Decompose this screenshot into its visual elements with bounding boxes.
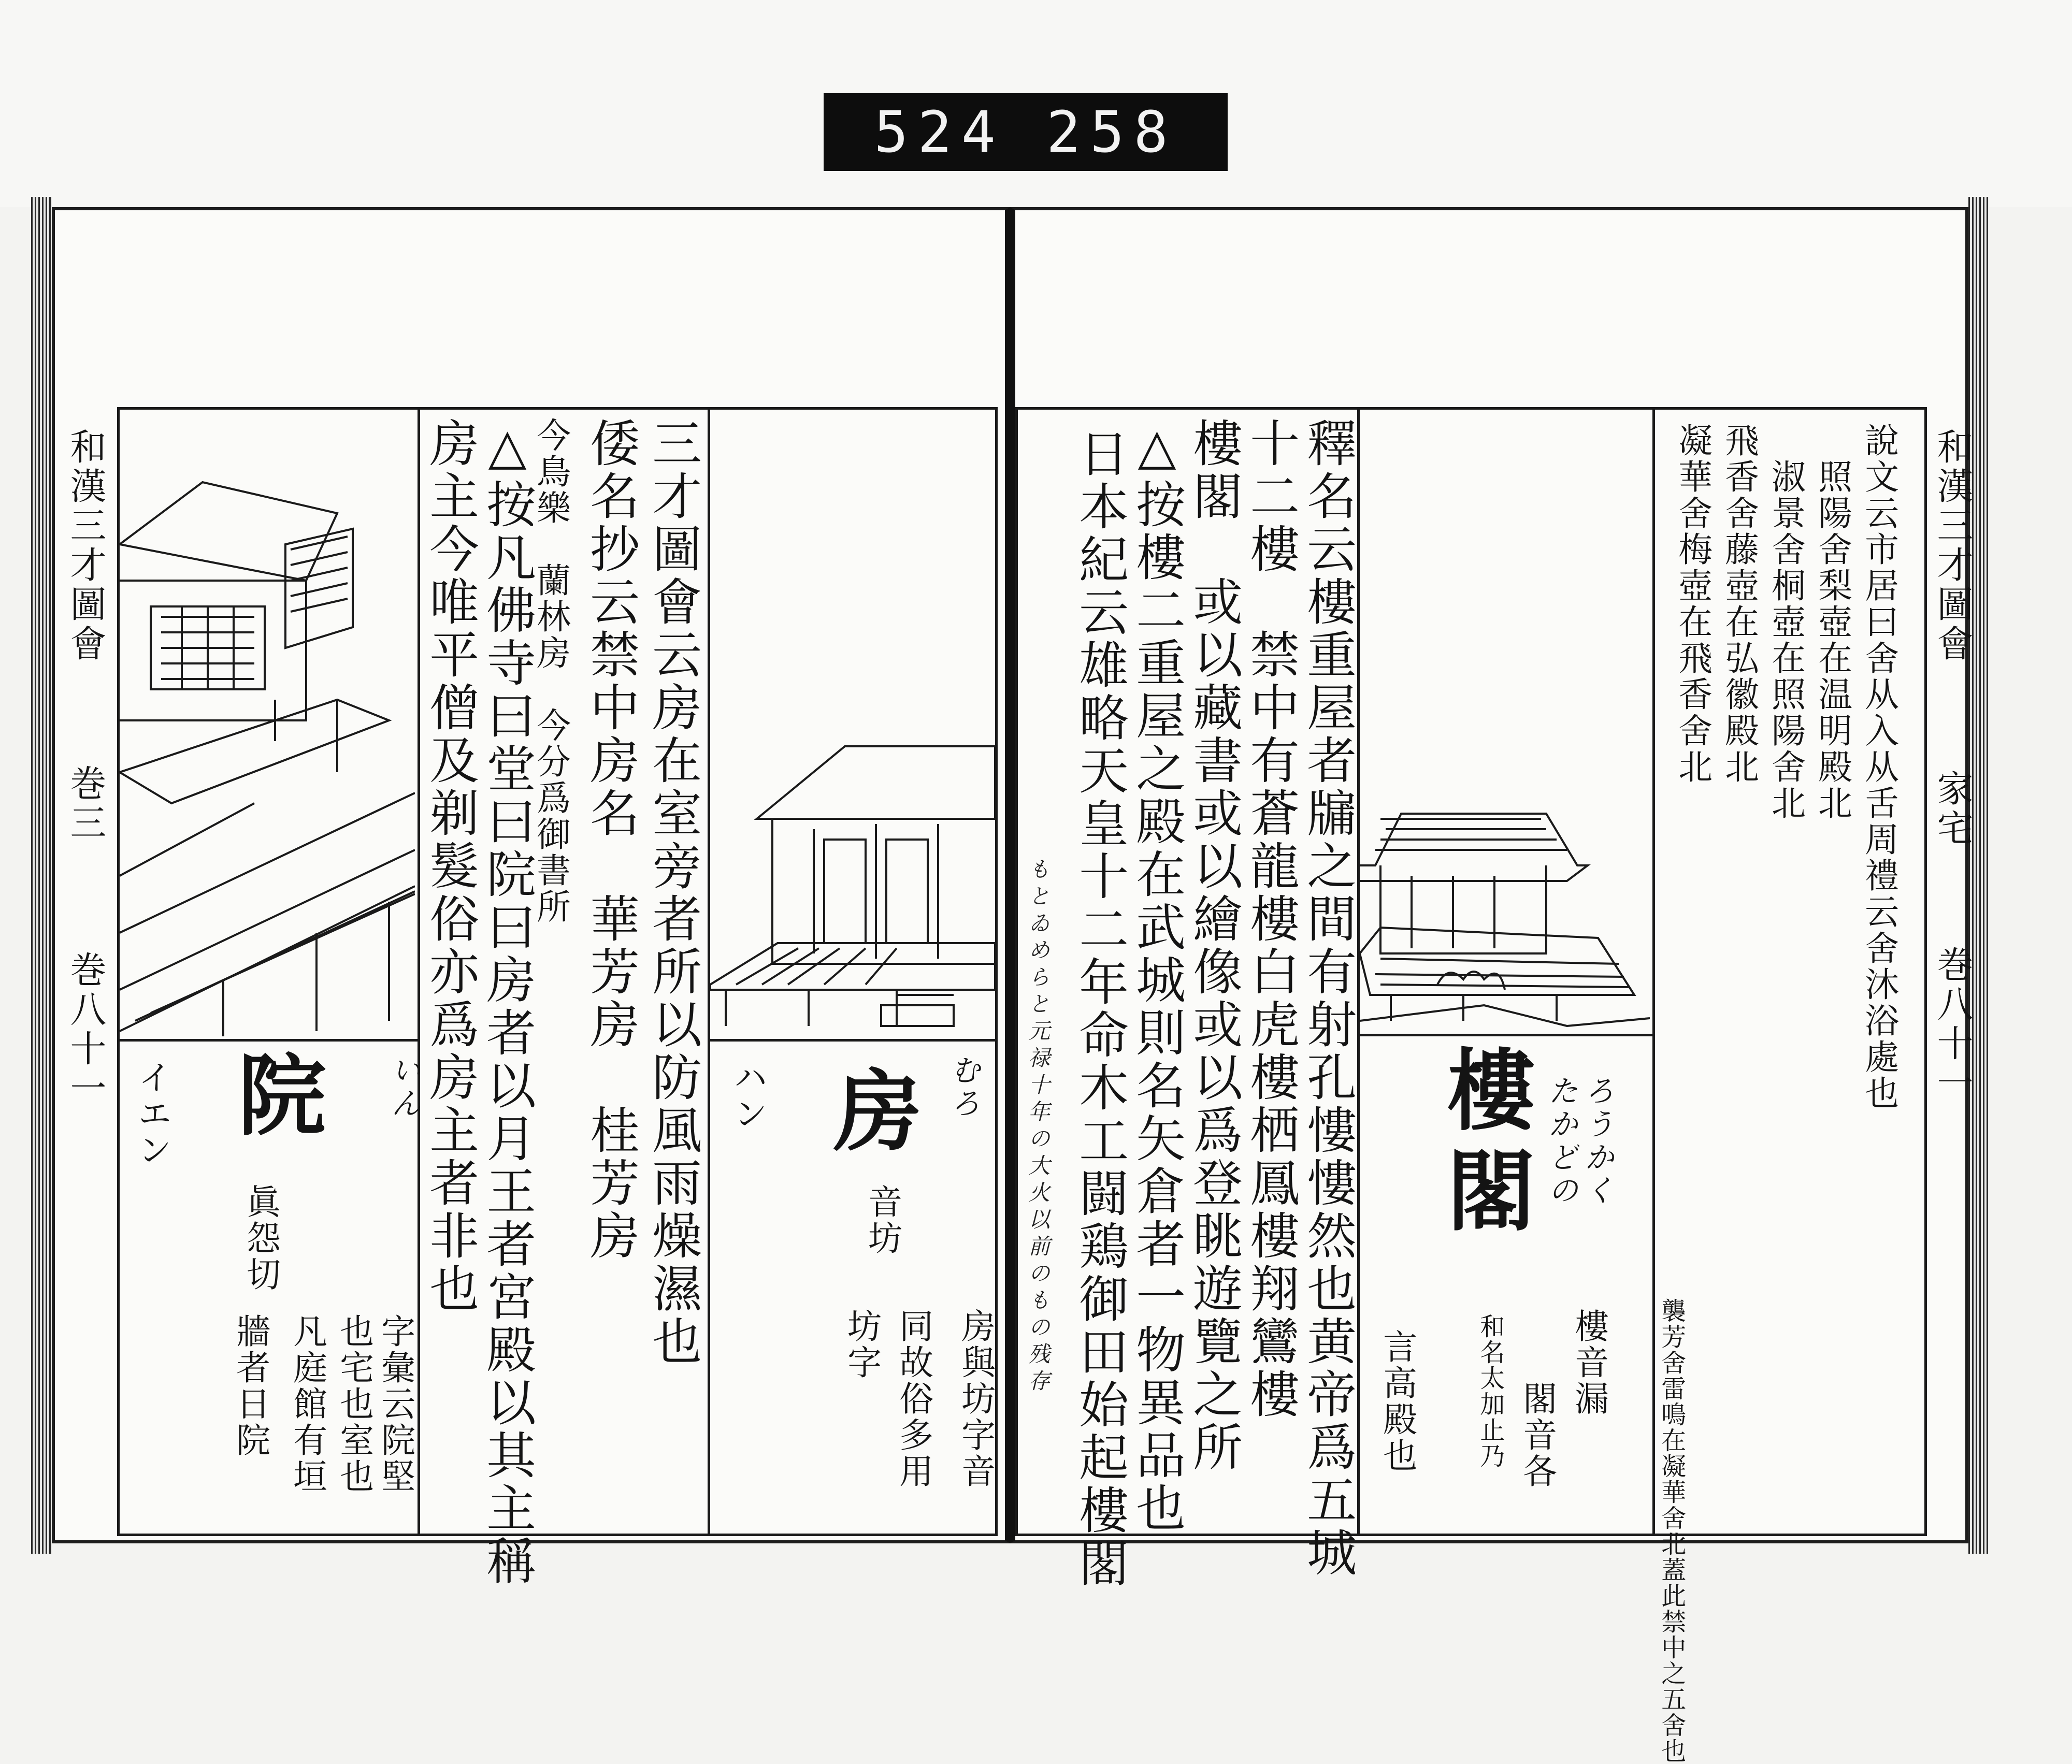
in-note-3: 凡庭館有垣: [287, 1313, 327, 1495]
pavilion-illustration: [1360, 410, 1650, 1031]
fang-kana: むろ: [945, 1054, 981, 1121]
fang-romaji: ハン: [727, 1060, 768, 1132]
left-commentary-3: 今鳥樂 蘭林房 今分爲御書所: [530, 417, 571, 925]
left-commentary-2: 倭名抄云禁中房名 華芳房 桂芳房: [582, 417, 640, 1263]
shuowen-6: 襲芳舍雷鳴在凝華舍北蓋此禁中之五舍也: [1657, 1298, 1686, 1764]
in-reading: 眞怨切: [240, 1184, 281, 1293]
fang-note-2: 坊字: [841, 1308, 882, 1381]
right-margin-folio: 巻八十一: [1931, 946, 1974, 1103]
lou-japanese-name: 和名太加止乃: [1475, 1313, 1505, 1469]
handwritten-note: もとゐめらと元禄十年の大火以前のもの残存: [1025, 858, 1051, 1396]
left-rule-h2: [708, 1039, 998, 1042]
lou-title: 樓閣: [1432, 1044, 1535, 1245]
lou-kana-2: たかどの: [1543, 1075, 1578, 1208]
in-note-4: 牆者日院: [230, 1313, 270, 1458]
fang-hall-illustration: [710, 410, 995, 1036]
left-commentary-5: 房主今唯平僧及剃髮俗亦爲房主者非也: [421, 417, 480, 1315]
left-commentary-4: △按凡佛寺曰堂曰院曰房者以月王者宮殿以其主稱: [478, 417, 537, 1588]
shuowen-2: 照陽舍梨壺在温明殿北: [1812, 459, 1852, 821]
left-margin-title: 和漢三才圖會: [64, 428, 107, 664]
shuowen-5: 凝華舍梅壺在飛香舍北: [1672, 423, 1713, 785]
right-commentary-4: △按樓二重屋之殿在武城則名矢倉者一物異品也: [1128, 417, 1186, 1535]
left-page: [52, 207, 1010, 1588]
left-commentary-1: 三才圖會云房在室旁者所以防風雨燥濕也: [644, 417, 702, 1368]
right-page: [1010, 207, 1974, 1764]
left-margin-folio: 巻八十一: [64, 951, 107, 1108]
left-rule-h1: [117, 1039, 418, 1042]
left-page-edge: [31, 197, 52, 1554]
fang-note-3: 房與坊字音: [955, 1308, 996, 1490]
shuowen-3: 淑景舍桐壺在照陽舍北: [1765, 459, 1806, 821]
in-romaji: イエン: [132, 1060, 172, 1168]
lou-reading-lou: 樓音漏: [1569, 1308, 1609, 1417]
right-commentary-1: 釋名云樓重屋者牖之間有射孔慺慺然也黄帝爲五城: [1299, 417, 1357, 1580]
right-page-edge: [1968, 197, 1989, 1554]
right-margin-volume: 家宅: [1931, 770, 1974, 848]
right-commentary-3: 樓閣 或以藏書或以繪像或以爲登眺遊覽之所: [1185, 417, 1243, 1474]
in-kana: いん: [385, 1054, 421, 1121]
right-commentary-2: 十二樓 禁中有蒼龍樓白虎樓栖鳳樓翔鸞樓: [1242, 417, 1300, 1421]
fang-reading: 音坊: [862, 1184, 902, 1256]
fang-title: 房: [818, 1065, 922, 1165]
right-margin-title: 和漢三才圖會: [1931, 428, 1974, 664]
counter-right: 258: [1046, 99, 1177, 165]
right-rule-2: [1652, 407, 1655, 1536]
lou-reading-ge: 閣音各: [1517, 1381, 1557, 1490]
courtyard-hall-illustration: [120, 410, 415, 1036]
left-rule-1: [418, 407, 420, 1536]
in-note-2: 也宅也室也: [334, 1313, 374, 1495]
left-margin-volume: 巻三: [64, 764, 107, 843]
shuowen-1: 說文云市居曰舍从入从舌周禮云舍沐浴處也: [1859, 423, 1899, 1111]
counter-left: 524: [874, 99, 1005, 165]
archive-counter: [824, 93, 1228, 171]
fang-note-1: 同故俗多用: [893, 1308, 933, 1490]
shuowen-4: 飛香舍藤壺在弘徽殿北: [1719, 423, 1759, 785]
right-rule-h: [1357, 1034, 1652, 1036]
lou-kana-1: ろうかく: [1579, 1075, 1615, 1208]
right-commentary-5: 日本紀云雄略天皇十二年命木工闘鶏御田始起樓閣: [1071, 428, 1129, 1590]
lou-definition: 言高殿也: [1377, 1329, 1417, 1474]
in-title: 院: [223, 1049, 326, 1150]
in-note-1: 字彙云院堅: [375, 1313, 415, 1495]
